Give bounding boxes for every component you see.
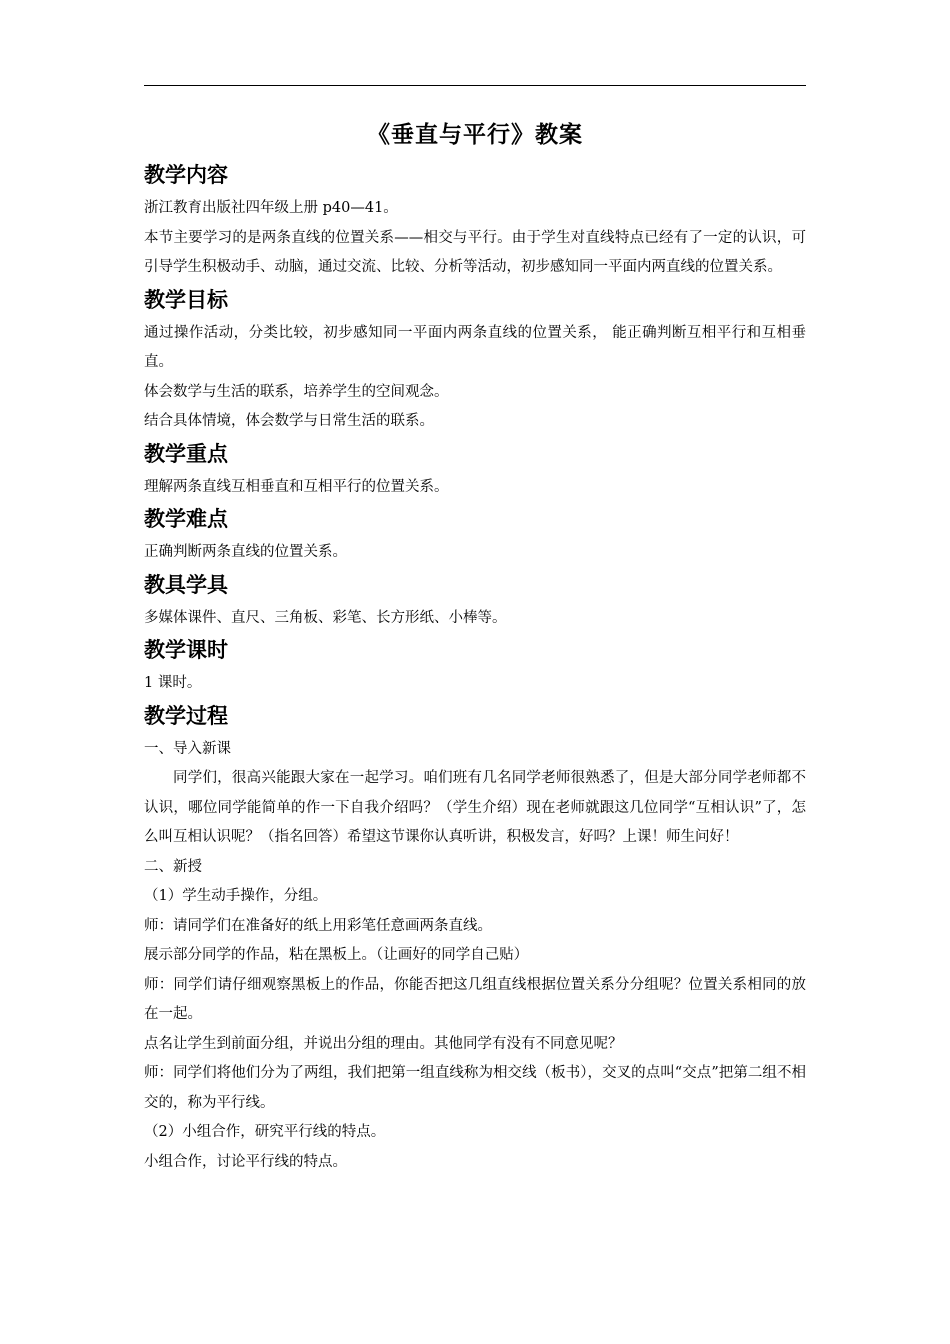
paragraph: 浙江教育出版社四年级上册 p40—41。 [144,200,398,216]
document-title: 《垂直与平行》教案 [367,122,583,148]
section-heading-key: 教学重点 [144,441,228,466]
paragraph: 点名让学生到前面分组，并说出分组的理由。其他同学有没有不同意见呢？ [144,1035,623,1052]
section-heading-process: 教学过程 [144,703,228,728]
paragraph: （1）学生动手操作，分组。 [144,888,328,904]
paragraph: 展示部分同学的作品，粘在黑板上。（让画好的同学自己贴） [144,947,529,963]
header-rule [144,85,806,86]
section-heading-goals: 教学目标 [144,287,228,312]
paragraph: 理解两条直线互相垂直和互相平行的位置关系。 [144,478,449,495]
paragraph: 一、导入新课 [144,740,231,757]
document-body [144,158,806,1177]
paragraph: 体会数学与生活的联系，培养学生的空间观念。 [144,383,449,400]
paragraph: 1 课时。 [144,675,202,691]
paragraph: （2）小组合作，研究平行线的特点。 [144,1124,386,1140]
paragraph: 师：同学们请仔细观察黑板上的作品，你能否把这几组直线根据位置关系分分组呢？位置关系相同的放在一起。 [144,976,806,1022]
paragraph: 二、新授 [144,858,202,875]
paragraph: 结合具体情境，体会数学与日常生活的联系。 [144,413,434,429]
paragraph: 多媒体课件、直尺、三角板、彩笔、长方形纸、小棒等。 [144,609,507,626]
section-heading-difficulty: 教学难点 [144,507,228,531]
paragraph: 师：请同学们在准备好的纸上用彩笔任意画两条直线。 [144,917,492,934]
paragraph: 小组合作，讨论平行线的特点。 [144,1153,347,1170]
section-heading-tools: 教具学具 [144,572,228,597]
section-heading-hours: 教学课时 [144,638,228,662]
paragraph: 本节主要学习的是两条直线的位置关系——相交与平行。由于学生对直线特点已经有了一定的认识，可引导学生积极动手、动脑，通过交流、比较、分析等活动，初步感知同一平面内两直线的位置关系。 [144,229,806,275]
paragraph: 同学们，很高兴能跟大家在一起学习。咱们班有几名同学老师很熟悉了，但是大部分同学老师都不认识，哪位同学能简单的作一下自我介绍吗？（学生介绍）现在老师就跟这几位同学“互相认识”了，怎么叫互相认识呢？（指名回答）希望这节课你认真听讲，积极发言，好吗？上课！师生问好！ [144,770,806,845]
paragraph: 师：同学们将他们分为了两组，我们把第一组直线称为相交线（板书），交叉的点叫“交点”把第二组不相交的，称为平行线。 [144,1065,806,1111]
paragraph: 通过操作活动，分类比较，初步感知同一平面内两条直线的位置关系， 能正确判断互相平行和互相垂直。 [144,324,806,370]
paragraph: 正确判断两条直线的位置关系。 [144,544,347,560]
section-heading-content: 教学内容 [144,163,228,187]
